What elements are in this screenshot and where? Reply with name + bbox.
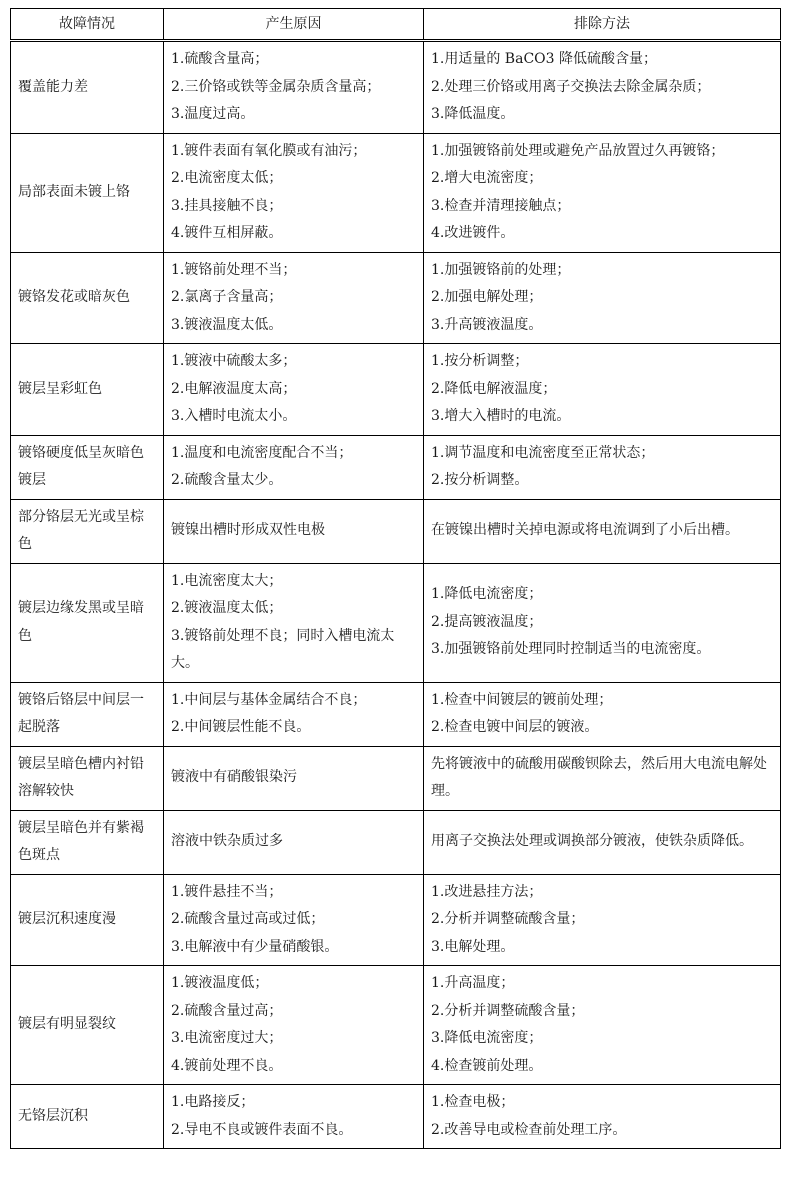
header-fault: 故障情况 — [11, 9, 164, 41]
remedy-line: 2.提高镀液温度； — [431, 613, 543, 630]
table-row — [11, 874, 781, 966]
remedy-cell — [424, 966, 781, 1085]
remedy-line: 2.加强电解处理； — [431, 289, 543, 305]
cause-line: 3.挂具接触不良； — [171, 197, 283, 214]
remedy-line: 1.按分析调整； — [431, 353, 529, 369]
table-row — [11, 1085, 781, 1149]
remedy-cell — [424, 344, 781, 436]
remedy-cell — [424, 133, 781, 252]
remedy-line: 1.降低电流密度； — [431, 586, 543, 603]
table-row — [11, 746, 781, 810]
table-body — [11, 41, 781, 1149]
fault-cell: 镀层呈彩虹色 — [11, 344, 164, 436]
cause-line: 2.三价铬或铁等金属杂质含量高； — [171, 78, 381, 95]
remedy-line: 3.加强镀铬前处理同时控制适当的电流密度。 — [431, 641, 711, 658]
remedy-line: 4.改进镀件。 — [431, 225, 515, 241]
fault-cell: 镀层呈暗色槽内衬铅溶解较快 — [11, 746, 164, 810]
cause-line: 1.电路接反； — [171, 1094, 255, 1110]
remedy-cell — [424, 810, 781, 874]
cause-line: 1.镀件表面有氧化膜或有油污； — [171, 142, 367, 159]
cause-line: 1.硫酸含量高； — [171, 51, 269, 67]
fault-cell: 局部表面未镀上铬 — [11, 133, 164, 252]
table-row — [11, 563, 781, 682]
remedy-line: 2.增大电流密度； — [431, 170, 543, 186]
remedy-line: 1.加强镀铬前处理或避免产品放置过久再镀铬； — [431, 142, 725, 159]
cause-cell — [164, 1085, 424, 1149]
cause-line: 2.电解液温度太高； — [171, 380, 297, 397]
remedy-cell — [424, 41, 781, 134]
table-row — [11, 435, 781, 499]
fault-cell: 镀层边缘发黑或呈暗色 — [11, 563, 164, 682]
remedy-line: 1.加强镀铬前的处理； — [431, 261, 571, 278]
cause-cell — [164, 344, 424, 436]
cause-line: 2.硫酸含量太少。 — [171, 472, 283, 488]
cause-cell — [164, 966, 424, 1085]
remedy-line: 先将镀液中的硫酸用碳酸钡除去，然后用大电流电解处理。 — [431, 755, 767, 799]
header-cause: 产生原因 — [164, 9, 424, 41]
cause-line: 2.中间镀层性能不良。 — [171, 719, 311, 735]
cause-line: 2.硫酸含量过高或过低； — [171, 911, 325, 927]
header-row — [11, 9, 781, 41]
fault-table — [10, 8, 781, 1149]
cause-line: 2.电流密度太低； — [171, 170, 283, 186]
remedy-cell — [424, 563, 781, 682]
table-row — [11, 499, 781, 563]
cause-line: 镀液中有硝酸银染污 — [171, 769, 297, 786]
remedy-cell — [424, 499, 781, 563]
remedy-cell — [424, 435, 781, 499]
cause-cell — [164, 874, 424, 966]
cause-line: 3.电流密度过大； — [171, 1030, 283, 1046]
cause-line: 2.氯离子含量高； — [171, 289, 283, 305]
cause-line: 2.硫酸含量过高； — [171, 1002, 283, 1019]
cause-line: 1.温度和电流密度配合不当； — [171, 444, 353, 461]
remedy-line: 1.检查电极； — [431, 1094, 515, 1110]
remedy-line: 3.检查并清理接触点； — [431, 197, 571, 214]
remedy-line: 2.降低电解液温度； — [431, 380, 557, 397]
cause-line: 溶液中铁杂质过多 — [171, 833, 283, 850]
fault-cell: 镀铬硬度低呈灰暗色镀层 — [11, 435, 164, 499]
remedy-line: 1.改进悬挂方法； — [431, 883, 543, 900]
cause-line: 3.温度过高。 — [171, 106, 255, 122]
remedy-line: 4.检查镀前处理。 — [431, 1057, 543, 1074]
cause-line: 1.镀液温度低； — [171, 975, 269, 991]
remedy-line: 1.用适量的 BaCO3 降低硫酸含量； — [431, 51, 657, 67]
table-row — [11, 41, 781, 134]
cause-line: 3.入槽时电流太小。 — [171, 408, 297, 424]
remedy-line: 1.调节温度和电流密度至正常状态； — [431, 444, 655, 461]
table-row — [11, 810, 781, 874]
remedy-line: 3.降低电流密度； — [431, 1030, 543, 1046]
remedy-line: 在镀镍出槽时关掉电源或将电流调到了小后出槽。 — [431, 522, 739, 539]
remedy-line: 2.改善导电或检查前处理工序。 — [431, 1121, 627, 1138]
cause-line: 3.电解液中有少量硝酸银。 — [171, 938, 339, 955]
cause-cell — [164, 563, 424, 682]
cause-line: 镀镍出槽时形成双性电极 — [171, 522, 325, 539]
fault-cell: 无铬层沉积 — [11, 1085, 164, 1149]
table-row — [11, 133, 781, 252]
cause-cell — [164, 252, 424, 344]
remedy-line: 3.升高镀液温度。 — [431, 316, 543, 333]
fault-cell: 镀层呈暗色并有紫褐色斑点 — [11, 810, 164, 874]
remedy-line: 1.升高温度； — [431, 975, 515, 991]
cause-line: 1.镀液中硫酸太多； — [171, 353, 297, 369]
remedy-line: 1.检查中间镀层的镀前处理； — [431, 691, 613, 708]
table-row — [11, 966, 781, 1085]
remedy-line: 2.分析并调整硫酸含量； — [431, 1002, 585, 1019]
cause-line: 2.镀液温度太低； — [171, 600, 283, 616]
cause-line: 1.中间层与基体金属结合不良； — [171, 691, 367, 708]
cause-cell — [164, 810, 424, 874]
fault-cell: 镀铬后铬层中间层一起脱落 — [11, 682, 164, 746]
fault-cell: 镀铬发花或暗灰色 — [11, 252, 164, 344]
remedy-line: 3.降低温度。 — [431, 106, 515, 122]
cause-line: 1.镀件悬挂不当； — [171, 883, 283, 900]
cause-line: 1.电流密度太大； — [171, 572, 283, 589]
cause-cell — [164, 435, 424, 499]
table-row — [11, 252, 781, 344]
remedy-cell — [424, 874, 781, 966]
remedy-line: 2.按分析调整。 — [431, 472, 529, 488]
remedy-line: 2.分析并调整硫酸含量； — [431, 911, 585, 927]
remedy-cell — [424, 682, 781, 746]
remedy-line: 3.增大入槽时的电流。 — [431, 408, 571, 424]
cause-cell — [164, 499, 424, 563]
fault-cell: 部分铬层无光或呈棕色 — [11, 499, 164, 563]
cause-cell — [164, 682, 424, 746]
remedy-line: 3.电解处理。 — [431, 938, 515, 955]
remedy-line: 用离子交换法处理或调换部分镀液，使铁杂质降低。 — [431, 833, 753, 850]
cause-cell — [164, 41, 424, 134]
fault-cell: 镀层有明显裂纹 — [11, 966, 164, 1085]
remedy-line: 2.检查电镀中间层的镀液。 — [431, 719, 599, 735]
table-row — [11, 344, 781, 436]
table-row — [11, 682, 781, 746]
fault-cell: 镀层沉积速度漫 — [11, 874, 164, 966]
fault-cell: 覆盖能力差 — [11, 41, 164, 134]
cause-line: 3.镀铬前处理不良；同时入槽电流太大。 — [171, 627, 395, 671]
remedy-line: 2.处理三价铬或用离子交换法去除金属杂质； — [431, 78, 711, 95]
remedy-cell — [424, 1085, 781, 1149]
remedy-cell — [424, 252, 781, 344]
header-remedy: 排除方法 — [424, 9, 781, 41]
cause-line: 1.镀铬前处理不当； — [171, 261, 297, 278]
remedy-cell — [424, 746, 781, 810]
cause-cell — [164, 133, 424, 252]
cause-line: 2.导电不良或镀件表面不良。 — [171, 1121, 353, 1138]
cause-cell — [164, 746, 424, 810]
cause-line: 3.镀液温度太低。 — [171, 316, 283, 333]
cause-line: 4.镀前处理不良。 — [171, 1057, 283, 1074]
cause-line: 4.镀件互相屏蔽。 — [171, 225, 283, 241]
